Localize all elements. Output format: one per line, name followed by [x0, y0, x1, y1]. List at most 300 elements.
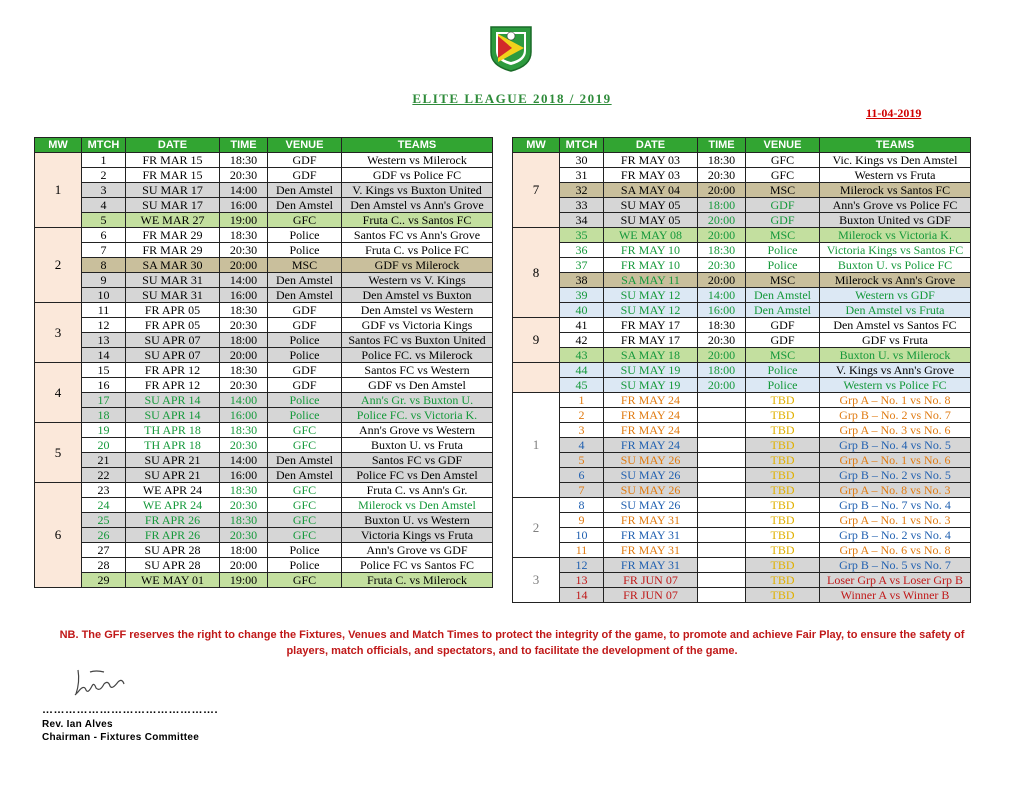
date-cell: FR MAY 24 — [604, 438, 698, 453]
date-cell: SU APR 21 — [126, 453, 220, 468]
table-row — [35, 483, 493, 498]
match-number-cell: 18 — [82, 408, 126, 423]
venue-cell: GDF — [268, 168, 342, 183]
date-cell: SU MAY 26 — [604, 468, 698, 483]
teams-cell: Grp B – No. 2 vs No. 7 — [820, 408, 971, 423]
date-cell: SU MAR 17 — [126, 183, 220, 198]
venue-cell: TBD — [746, 513, 820, 528]
date-cell: SU APR 07 — [126, 348, 220, 363]
match-number-cell: 26 — [82, 528, 126, 543]
teams-cell: GDF vs Victoria Kings — [342, 318, 493, 333]
match-number-cell: 24 — [82, 498, 126, 513]
date-cell: SU APR 14 — [126, 393, 220, 408]
header-teams: TEAMS — [342, 138, 493, 153]
match-number-cell: 10 — [560, 528, 604, 543]
date-cell: FR MAR 29 — [126, 228, 220, 243]
table-row — [35, 228, 493, 243]
time-cell: 18:00 — [698, 363, 746, 378]
matchweek-cell: 5 — [35, 423, 82, 483]
venue-cell: GFC — [268, 438, 342, 453]
time-cell: 20:00 — [220, 258, 268, 273]
table-row — [35, 363, 493, 378]
date-cell: SU MAY 26 — [604, 483, 698, 498]
match-number-cell: 43 — [560, 348, 604, 363]
date-cell: FR JUN 07 — [604, 573, 698, 588]
match-number-cell: 39 — [560, 288, 604, 303]
venue-cell: Den Amstel — [268, 183, 342, 198]
match-number-cell: 25 — [82, 513, 126, 528]
disclaimer-note: NB. The GFF reserves the right to change the Fixtures, Venues and Match Times to protect the integrity of the game, to promote and achieve Fair Play, to ensure the safety of players, match officials, and spectators, and to facilitate the development of the game. — [59, 629, 965, 657]
header-teams: TEAMS — [820, 138, 971, 153]
venue-cell: TBD — [746, 393, 820, 408]
signature-line: ………………………………………. — [42, 704, 219, 716]
match-number-cell: 4 — [82, 198, 126, 213]
venue-cell: Police — [268, 333, 342, 348]
venue-cell: GDF — [746, 198, 820, 213]
time-cell: 20:30 — [220, 528, 268, 543]
date-cell: TH APR 18 — [126, 423, 220, 438]
teams-cell: Milerock vs Den Amstel — [342, 498, 493, 513]
table-row — [513, 408, 971, 423]
time-cell: 18:00 — [220, 543, 268, 558]
teams-cell: Western vs Milerock — [342, 153, 493, 168]
table-row — [35, 513, 493, 528]
venue-cell: GFC — [268, 498, 342, 513]
table-row — [35, 243, 493, 258]
time-cell: 18:30 — [220, 483, 268, 498]
header-date: DATE — [604, 138, 698, 153]
teams-cell: Den Amstel vs Fruta — [820, 303, 971, 318]
time-cell: 20:30 — [698, 258, 746, 273]
date-cell: SU MAR 17 — [126, 198, 220, 213]
teams-cell: Western vs GDF — [820, 288, 971, 303]
venue-cell: Police — [268, 348, 342, 363]
match-number-cell: 4 — [560, 438, 604, 453]
table-row — [513, 528, 971, 543]
date-cell: WE MAR 27 — [126, 213, 220, 228]
match-number-cell: 38 — [560, 273, 604, 288]
table-row — [513, 453, 971, 468]
time-cell: 20:00 — [220, 348, 268, 363]
table-row — [35, 378, 493, 393]
venue-cell: Police — [268, 228, 342, 243]
teams-cell: Fruta C. vs Ann's Gr. — [342, 483, 493, 498]
table-row — [513, 213, 971, 228]
time-cell: 18:30 — [698, 243, 746, 258]
time-cell: 18:00 — [698, 198, 746, 213]
match-number-cell: 40 — [560, 303, 604, 318]
match-number-cell: 30 — [560, 153, 604, 168]
table-row — [513, 543, 971, 558]
match-number-cell: 1 — [560, 393, 604, 408]
table-row — [35, 288, 493, 303]
match-number-cell: 7 — [560, 483, 604, 498]
match-number-cell: 20 — [82, 438, 126, 453]
match-number-cell: 31 — [560, 168, 604, 183]
venue-cell: Den Amstel — [746, 303, 820, 318]
venue-cell: Police — [268, 243, 342, 258]
header-time: TIME — [698, 138, 746, 153]
table-row — [513, 303, 971, 318]
venue-cell: GDF — [268, 318, 342, 333]
date-cell: FR MAY 24 — [604, 423, 698, 438]
date-cell: SA MAY 04 — [604, 183, 698, 198]
time-cell: 20:00 — [698, 183, 746, 198]
teams-cell: Winner A vs Winner B — [820, 588, 971, 603]
teams-cell: Santos FC vs Ann's Grove — [342, 228, 493, 243]
venue-cell: GDF — [268, 303, 342, 318]
date-cell: SU MAY 12 — [604, 288, 698, 303]
teams-cell: Victoria Kings vs Santos FC — [820, 243, 971, 258]
table-row — [513, 438, 971, 453]
venue-cell: Police — [268, 408, 342, 423]
table-row — [35, 498, 493, 513]
venue-cell: TBD — [746, 588, 820, 603]
date-cell: SU MAR 31 — [126, 273, 220, 288]
time-cell — [698, 558, 746, 573]
teams-cell: V. Kings vs Ann's Grove — [820, 363, 971, 378]
venue-cell: GDF — [268, 378, 342, 393]
table-row — [35, 423, 493, 438]
teams-cell: Ann's Grove vs Western — [342, 423, 493, 438]
matchweek-cell: 2 — [513, 498, 560, 558]
teams-cell: Fruta C.. vs Santos FC — [342, 213, 493, 228]
match-number-cell: 23 — [82, 483, 126, 498]
teams-cell: Western vs Police FC — [820, 378, 971, 393]
teams-cell: Grp A – No. 8 vs No. 3 — [820, 483, 971, 498]
match-number-cell: 34 — [560, 213, 604, 228]
venue-cell: TBD — [746, 543, 820, 558]
time-cell: 20:00 — [698, 348, 746, 363]
teams-cell: Victoria Kings vs Fruta — [342, 528, 493, 543]
date-cell: FR MAY 31 — [604, 528, 698, 543]
time-cell: 14:00 — [220, 273, 268, 288]
teams-cell: Buxton U. vs Police FC — [820, 258, 971, 273]
signature-image — [66, 664, 136, 700]
date-cell: FR APR 05 — [126, 303, 220, 318]
table-row — [35, 168, 493, 183]
teams-cell: Den Amstel vs Buxton — [342, 288, 493, 303]
time-cell — [698, 453, 746, 468]
table-row — [513, 183, 971, 198]
teams-cell: Fruta C. vs Police FC — [342, 243, 493, 258]
teams-cell: Ann's Grove vs GDF — [342, 543, 493, 558]
venue-cell: Den Amstel — [268, 198, 342, 213]
date-cell: WE MAY 01 — [126, 573, 220, 588]
table-row — [35, 573, 493, 588]
teams-cell: Police FC vs Den Amstel — [342, 468, 493, 483]
match-number-cell: 21 — [82, 453, 126, 468]
venue-cell: Police — [746, 243, 820, 258]
venue-cell: Den Amstel — [268, 453, 342, 468]
date-cell: FR APR 12 — [126, 378, 220, 393]
time-cell: 18:30 — [220, 423, 268, 438]
date-cell: FR MAR 29 — [126, 243, 220, 258]
time-cell: 20:30 — [220, 498, 268, 513]
table-row — [513, 573, 971, 588]
venue-cell: GFC — [268, 423, 342, 438]
matchweek-cell: 1 — [513, 393, 560, 498]
match-number-cell: 37 — [560, 258, 604, 273]
match-number-cell: 17 — [82, 393, 126, 408]
time-cell: 16:00 — [698, 303, 746, 318]
time-cell: 20:30 — [220, 378, 268, 393]
date-cell: WE APR 24 — [126, 498, 220, 513]
time-cell: 20:00 — [698, 273, 746, 288]
signatory-role: Chairman - Fixtures Committee — [42, 732, 200, 743]
venue-cell: Den Amstel — [268, 468, 342, 483]
header-venue: VENUE — [746, 138, 820, 153]
matchweek-cell: 6 — [35, 483, 82, 588]
header-match: MTCH — [560, 138, 604, 153]
teams-cell: Western vs Fruta — [820, 168, 971, 183]
page-title: ELITE LEAGUE 2018 / 2019 — [412, 91, 612, 106]
matchweek-cell: 4 — [35, 363, 82, 423]
matchweek-cell: 8 — [513, 228, 560, 318]
time-cell — [698, 528, 746, 543]
table-row — [35, 213, 493, 228]
match-number-cell: 8 — [560, 498, 604, 513]
venue-cell: Police — [746, 258, 820, 273]
venue-cell: Den Amstel — [268, 273, 342, 288]
table-row — [35, 468, 493, 483]
date-cell: FR MAY 31 — [604, 558, 698, 573]
table-row — [35, 183, 493, 198]
venue-cell: TBD — [746, 438, 820, 453]
teams-cell: Grp B – No. 2 vs No. 5 — [820, 468, 971, 483]
gff-crest-logo — [488, 24, 534, 72]
venue-cell: GFC — [268, 528, 342, 543]
date-cell: WE MAY 08 — [604, 228, 698, 243]
venue-cell: Den Amstel — [268, 288, 342, 303]
venue-cell: Den Amstel — [746, 288, 820, 303]
table-header-row — [35, 138, 493, 153]
date-cell: SU APR 07 — [126, 333, 220, 348]
table-row — [513, 288, 971, 303]
date-cell: FR JUN 07 — [604, 588, 698, 603]
teams-cell: Grp A – No. 1 vs No. 6 — [820, 453, 971, 468]
venue-cell: TBD — [746, 408, 820, 423]
teams-cell: Grp B – No. 5 vs No. 7 — [820, 558, 971, 573]
time-cell — [698, 483, 746, 498]
teams-cell: Ann's Gr. vs Buxton U. — [342, 393, 493, 408]
table-row — [513, 498, 971, 513]
date-cell: FR MAY 17 — [604, 333, 698, 348]
match-number-cell: 16 — [82, 378, 126, 393]
venue-cell: GDF — [268, 363, 342, 378]
date-cell: FR MAY 17 — [604, 318, 698, 333]
date-cell: FR APR 05 — [126, 318, 220, 333]
table-row — [513, 348, 971, 363]
table-row — [513, 243, 971, 258]
teams-cell: Grp A – No. 1 vs No. 8 — [820, 393, 971, 408]
time-cell: 14:00 — [220, 183, 268, 198]
matchweek-cell: 3 — [35, 303, 82, 363]
teams-cell: V. Kings vs Buxton United — [342, 183, 493, 198]
date-cell: SU APR 28 — [126, 558, 220, 573]
teams-cell: Buxton U. vs Western — [342, 513, 493, 528]
match-number-cell: 32 — [560, 183, 604, 198]
matchweek-cell — [513, 363, 560, 393]
match-number-cell: 29 — [82, 573, 126, 588]
teams-cell: Grp B – No. 4 vs No. 5 — [820, 438, 971, 453]
match-number-cell: 6 — [560, 468, 604, 483]
table-header-row — [513, 138, 971, 153]
time-cell — [698, 423, 746, 438]
match-number-cell: 10 — [82, 288, 126, 303]
time-cell: 16:00 — [220, 288, 268, 303]
match-number-cell: 15 — [82, 363, 126, 378]
date-cell: FR MAR 15 — [126, 168, 220, 183]
venue-cell: TBD — [746, 423, 820, 438]
teams-cell: Den Amstel vs Western — [342, 303, 493, 318]
match-number-cell: 9 — [560, 513, 604, 528]
venue-cell: MSC — [746, 183, 820, 198]
matchweek-cell: 3 — [513, 558, 560, 603]
time-cell: 16:00 — [220, 198, 268, 213]
teams-cell: Fruta C. vs Milerock — [342, 573, 493, 588]
match-number-cell: 2 — [560, 408, 604, 423]
date-cell: SA MAR 30 — [126, 258, 220, 273]
match-number-cell: 5 — [82, 213, 126, 228]
venue-cell: GFC — [746, 168, 820, 183]
date-cell: FR APR 26 — [126, 513, 220, 528]
match-number-cell: 11 — [82, 303, 126, 318]
teams-cell: GDF vs Den Amstel — [342, 378, 493, 393]
venue-cell: Police — [746, 378, 820, 393]
table-row — [35, 543, 493, 558]
teams-cell: Vic. Kings vs Den Amstel — [820, 153, 971, 168]
match-number-cell: 12 — [560, 558, 604, 573]
teams-cell: Buxton U. vs Fruta — [342, 438, 493, 453]
table-row — [513, 318, 971, 333]
time-cell: 20:30 — [698, 168, 746, 183]
venue-cell: TBD — [746, 528, 820, 543]
time-cell: 18:30 — [220, 513, 268, 528]
match-number-cell: 11 — [560, 543, 604, 558]
time-cell — [698, 543, 746, 558]
venue-cell: MSC — [746, 348, 820, 363]
date-cell: FR MAY 03 — [604, 153, 698, 168]
table-row — [513, 273, 971, 288]
table-row — [513, 393, 971, 408]
time-cell — [698, 408, 746, 423]
time-cell — [698, 588, 746, 603]
table-row — [35, 408, 493, 423]
match-number-cell: 42 — [560, 333, 604, 348]
match-number-cell: 13 — [82, 333, 126, 348]
venue-cell: GFC — [268, 213, 342, 228]
date-cell: FR MAY 24 — [604, 408, 698, 423]
venue-cell: Police — [268, 543, 342, 558]
table-row — [35, 438, 493, 453]
teams-cell: Ann's Grove vs Police FC — [820, 198, 971, 213]
time-cell: 14:00 — [220, 453, 268, 468]
match-number-cell: 1 — [82, 153, 126, 168]
time-cell: 18:00 — [220, 333, 268, 348]
teams-cell: Milerock vs Victoria K. — [820, 228, 971, 243]
match-number-cell: 14 — [82, 348, 126, 363]
date-cell: SU MAY 05 — [604, 213, 698, 228]
table-row — [35, 318, 493, 333]
match-number-cell: 2 — [82, 168, 126, 183]
venue-cell: GFC — [746, 153, 820, 168]
teams-cell: Police FC vs Santos FC — [342, 558, 493, 573]
time-cell — [698, 438, 746, 453]
header-match: MTCH — [82, 138, 126, 153]
date-cell: SU MAY 26 — [604, 498, 698, 513]
table-row — [513, 228, 971, 243]
venue-cell: GFC — [268, 483, 342, 498]
match-number-cell: 13 — [560, 573, 604, 588]
match-number-cell: 44 — [560, 363, 604, 378]
time-cell: 20:00 — [220, 558, 268, 573]
date-cell: FR MAY 03 — [604, 168, 698, 183]
header-date: DATE — [126, 138, 220, 153]
table-row — [513, 378, 971, 393]
match-number-cell: 36 — [560, 243, 604, 258]
table-row — [513, 258, 971, 273]
date-cell: WE APR 24 — [126, 483, 220, 498]
time-cell: 20:30 — [220, 318, 268, 333]
table-row — [513, 168, 971, 183]
venue-cell: MSC — [746, 273, 820, 288]
venue-cell: Police — [268, 393, 342, 408]
time-cell: 18:30 — [220, 303, 268, 318]
date-cell: FR APR 12 — [126, 363, 220, 378]
teams-cell: Santos FC vs Western — [342, 363, 493, 378]
teams-cell: Milerock vs Ann's Grove — [820, 273, 971, 288]
time-cell: 20:00 — [698, 228, 746, 243]
venue-cell: GDF — [268, 153, 342, 168]
venue-cell: TBD — [746, 453, 820, 468]
time-cell: 20:30 — [220, 243, 268, 258]
date-cell: FR MAR 15 — [126, 153, 220, 168]
time-cell: 20:00 — [698, 213, 746, 228]
time-cell: 18:30 — [220, 363, 268, 378]
date-cell: SU MAY 12 — [604, 303, 698, 318]
venue-cell: TBD — [746, 498, 820, 513]
date-cell: SA MAY 18 — [604, 348, 698, 363]
match-number-cell: 41 — [560, 318, 604, 333]
matchweek-cell: 1 — [35, 153, 82, 228]
table-row — [513, 153, 971, 168]
teams-cell: Police FC. vs Victoria K. — [342, 408, 493, 423]
venue-cell: MSC — [746, 228, 820, 243]
venue-cell: GDF — [746, 213, 820, 228]
table-row — [35, 393, 493, 408]
date-cell: FR MAY 31 — [604, 513, 698, 528]
issue-date: 11-04-2019 — [866, 106, 922, 120]
time-cell — [698, 513, 746, 528]
table-row — [513, 513, 971, 528]
fixtures-table-right — [512, 137, 971, 603]
venue-cell: TBD — [746, 573, 820, 588]
date-cell: SU MAY 19 — [604, 363, 698, 378]
time-cell: 18:30 — [698, 153, 746, 168]
teams-cell: Den Amstel vs Ann's Grove — [342, 198, 493, 213]
venue-cell: GDF — [746, 333, 820, 348]
teams-cell: Buxton United vs GDF — [820, 213, 971, 228]
time-cell — [698, 393, 746, 408]
date-cell: SU APR 21 — [126, 468, 220, 483]
match-number-cell: 14 — [560, 588, 604, 603]
match-number-cell: 27 — [82, 543, 126, 558]
teams-cell: Police FC. vs Milerock — [342, 348, 493, 363]
table-row — [35, 258, 493, 273]
date-cell: SU APR 28 — [126, 543, 220, 558]
time-cell: 20:30 — [698, 333, 746, 348]
